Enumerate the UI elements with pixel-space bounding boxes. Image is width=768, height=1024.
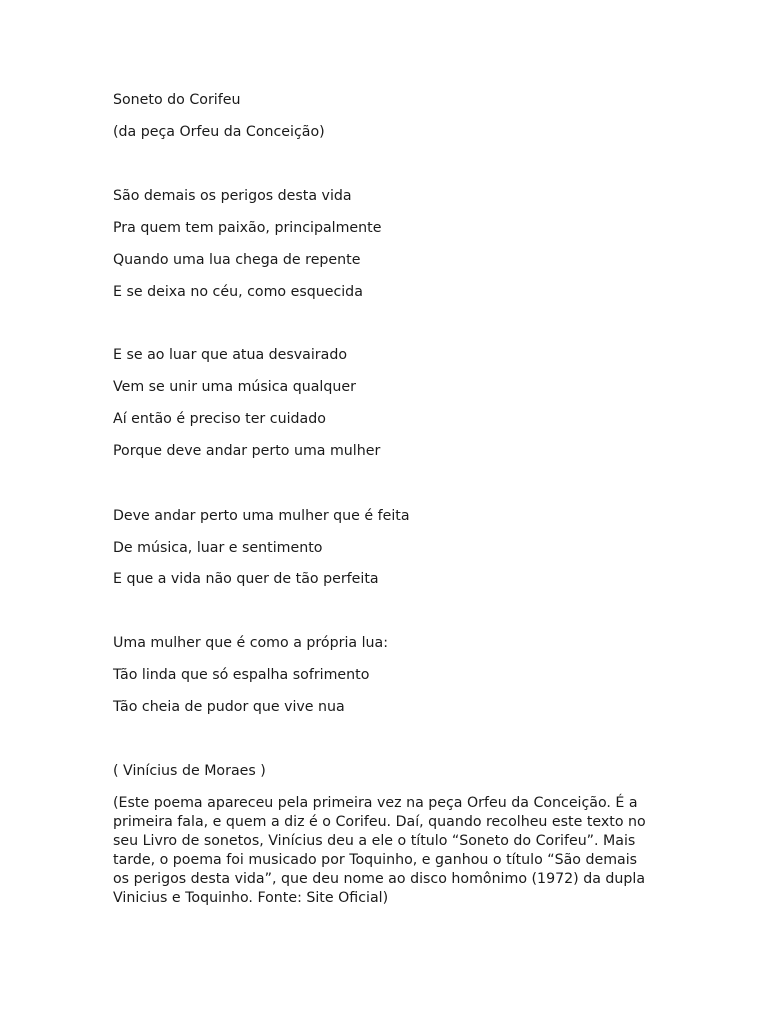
poem-line: E se ao luar que atua desvairado (113, 347, 348, 363)
source-note: (Este poema apareceu pela primeira vez na peça Orfeu da Conceição. É a primeira fala, e quem a diz é o Corifeu. Daí, quando recolheu este texto no seu Livro de sonetos, Vinícius deu a ele o título “Soneto do Corifeu”. Mais tarde, o poema foi musicado por Toquinho, e ganhou o título “São demais os perigos desta vida”, que deu nome ao disco homônimo (1972) da dupla Vinicius e Toquinho. Fonte: Site Oficial) (113, 795, 646, 906)
poem-line: De música, luar e sentimento (113, 540, 323, 556)
poem-line: Tão cheia de pudor que vive nua (113, 699, 345, 715)
poem-line: Aí então é preciso ter cuidado (113, 411, 326, 427)
poem-title: Soneto do Corifeu (113, 92, 241, 108)
poem-line: E que a vida não quer de tão perfeita (113, 571, 379, 587)
poem-line: São demais os perigos desta vida (113, 188, 352, 204)
poem-subtitle: (da peça Orfeu da Conceição) (113, 124, 325, 140)
poem-line: E se deixa no céu, como esquecida (113, 284, 363, 300)
poem-line: Uma mulher que é como a própria lua: (113, 635, 388, 651)
poem-line: Pra quem tem paixão, principalmente (113, 220, 382, 236)
poem-line: Deve andar perto uma mulher que é feita (113, 508, 410, 524)
poem-line: Tão linda que só espalha sofrimento (113, 667, 370, 683)
poem-line: Porque deve andar perto uma mulher (113, 443, 381, 459)
author-attribution: ( Vinícius de Moraes ) (113, 763, 266, 779)
poem-line: Vem se unir uma música qualquer (113, 379, 356, 395)
poem-line: Quando uma lua chega de repente (113, 252, 361, 268)
